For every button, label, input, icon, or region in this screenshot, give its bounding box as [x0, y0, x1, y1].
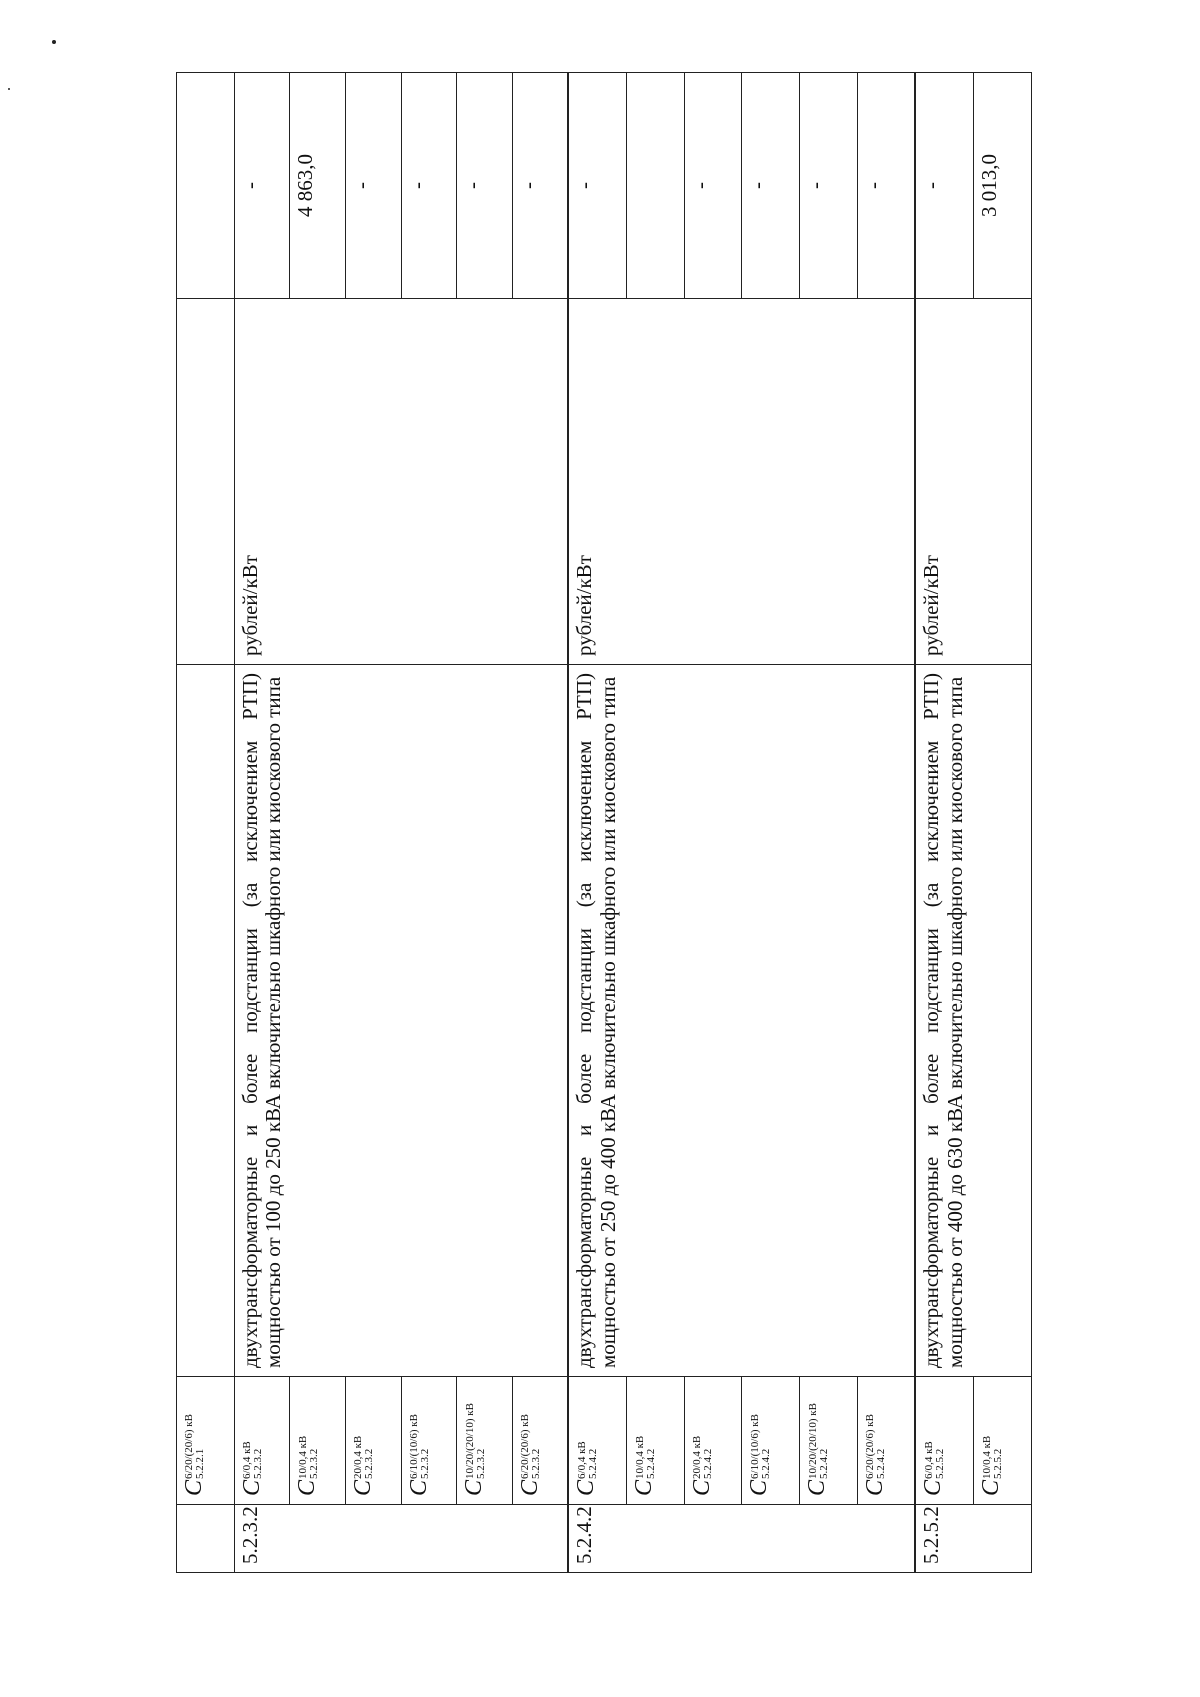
rate-symbol: C 10/20/(20/10) кВ 5.2.3.2	[461, 1403, 488, 1496]
symbol-cell	[234, 1377, 290, 1505]
group-code: 5.2.4.2	[569, 1505, 915, 1573]
rate-symbol: C 6/10/(10/6) кВ 5.2.3.2	[405, 1414, 432, 1496]
rate-symbol: C 10/0,4 кВ 5.2.3.2	[294, 1435, 321, 1496]
scan-speck	[52, 40, 56, 44]
rate-symbol: C 6/0,4 кВ 5.2.3.2	[238, 1441, 265, 1496]
symbol-cell	[974, 1377, 1032, 1505]
symbol-cell	[401, 1377, 457, 1505]
symbol-cell	[800, 1377, 858, 1505]
group-value: -	[916, 73, 974, 299]
rate-symbol: C 6/20/(20/6) кВ 5.2.2.1	[181, 1414, 207, 1496]
symbol-cell	[512, 1377, 568, 1505]
value-cell	[627, 73, 685, 299]
description-cell	[177, 665, 235, 1377]
value-cell: -	[401, 73, 457, 299]
rate-symbol: C 6/10/(10/6) кВ 5.2.4.2	[746, 1414, 773, 1496]
table-row	[234, 73, 290, 1573]
rate-symbol: C 20/0,4 кВ 5.2.3.2	[349, 1435, 376, 1496]
symbol-cell	[742, 1377, 800, 1505]
value-cell: -	[800, 73, 858, 299]
value-cell: -	[512, 73, 568, 299]
value-cell: -	[345, 73, 401, 299]
table-row	[569, 73, 627, 1573]
symbol-cell	[177, 1377, 235, 1505]
rate-symbol: C 10/0,4 кВ 5.2.4.2	[631, 1435, 658, 1496]
rate-symbol: C 6/0,4 кВ 5.2.4.2	[573, 1441, 600, 1496]
symbol-cell	[857, 1377, 915, 1505]
symbol-cell	[684, 1377, 742, 1505]
table-row	[177, 73, 235, 1573]
group-description: двухтрансформаторные и более подстанции (за исключением РТП) мощностью от 100 до 250 кВА включительно шкафного или киоскового типа	[234, 665, 568, 1377]
rotated-table-wrapper	[176, 73, 1032, 1573]
group-value: -	[569, 73, 627, 299]
symbol-cell	[290, 1377, 346, 1505]
table-row	[916, 73, 974, 1573]
scan-speck	[8, 88, 10, 90]
group-code: 5.2.5.2	[916, 1505, 1032, 1573]
symbol-cell	[916, 1377, 974, 1505]
unit-cell	[177, 299, 235, 665]
group-description: двухтрансформаторные и более подстанции (за исключением РТП) мощностью от 400 до 630 кВА включительно шкафного или киоскового типа	[916, 665, 1032, 1377]
value-cell	[177, 73, 235, 299]
value-cell: -	[742, 73, 800, 299]
rate-symbol: C 10/0,4 кВ 5.2.5.2	[978, 1435, 1005, 1496]
value-cell: -	[684, 73, 742, 299]
value-cell: -	[457, 73, 513, 299]
rate-symbol: C 6/20/(20/6) кВ 5.2.3.2	[516, 1414, 543, 1496]
value-cell: 4 863,0	[290, 73, 346, 299]
symbol-cell	[345, 1377, 401, 1505]
group-unit: рублей/кВт	[234, 299, 568, 665]
group-unit: рублей/кВт	[916, 299, 1032, 665]
value-cell: 3 013,0	[974, 73, 1032, 299]
group-description: двухтрансформаторные и более подстанции (за исключением РТП) мощностью от 250 до 400 кВА включительно шкафного или киоскового типа	[569, 665, 915, 1377]
rate-symbol: C 10/20/(20/10) кВ 5.2.4.2	[804, 1403, 831, 1496]
group-unit: рублей/кВт	[569, 299, 915, 665]
symbol-cell	[457, 1377, 513, 1505]
rate-symbol: C 20/0,4 кВ 5.2.4.2	[688, 1435, 715, 1496]
code-cell	[177, 1505, 235, 1573]
symbol-cell	[569, 1377, 627, 1505]
rate-symbol: C 6/20/(20/6) кВ 5.2.4.2	[861, 1414, 888, 1496]
symbol-cell	[627, 1377, 685, 1505]
group-code: 5.2.3.2	[234, 1505, 568, 1573]
group-value: -	[234, 73, 290, 299]
tariff-table	[176, 72, 1032, 1573]
rate-symbol: C 6/0,4 кВ 5.2.5.2	[920, 1441, 947, 1496]
value-cell: -	[857, 73, 915, 299]
